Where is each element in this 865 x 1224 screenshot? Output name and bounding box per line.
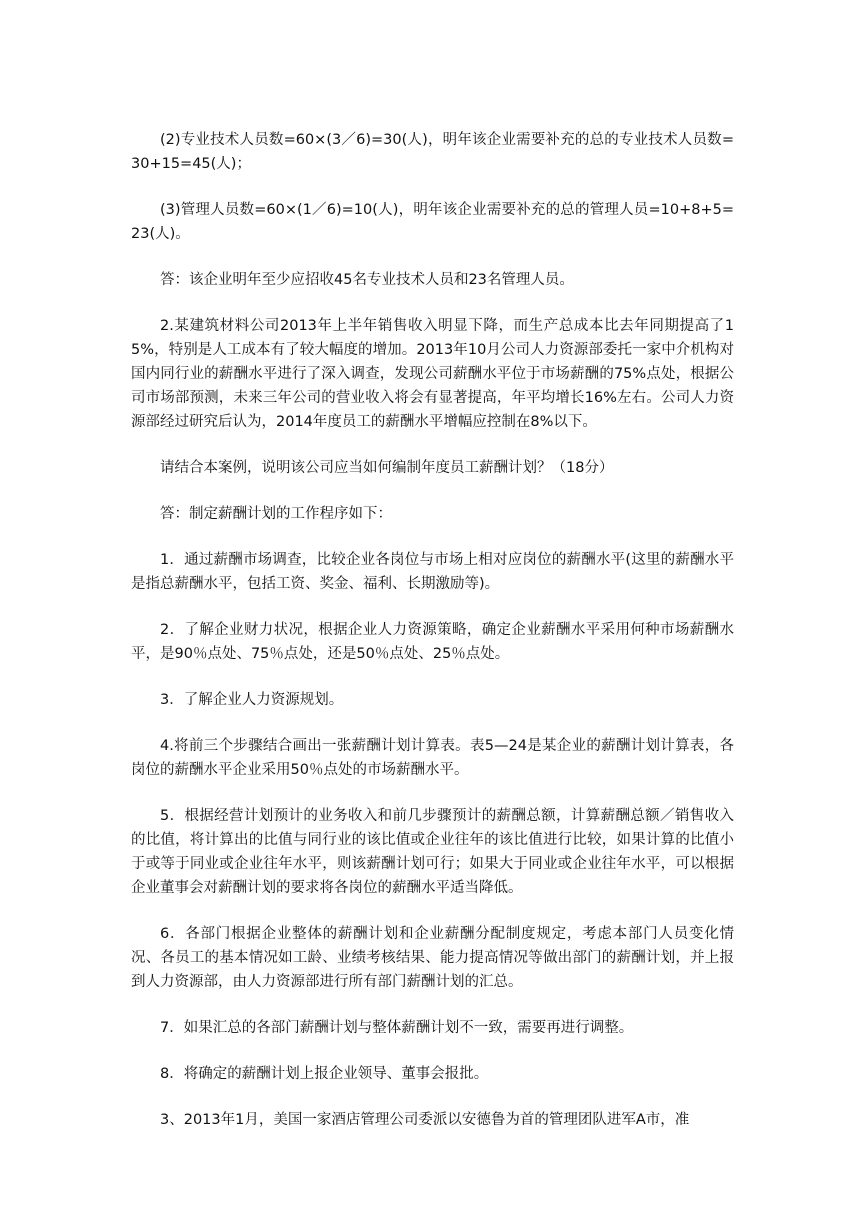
paragraph-answer-recruitment: 答：该企业明年至少应招收45名专业技术人员和23名管理人员。: [160, 272, 574, 288]
paragraph-step-3: 3．了解企业人力资源规划。: [160, 692, 344, 708]
paragraph-step-8: 8．将确定的薪酬计划上报企业领导、董事会报批。: [160, 1066, 489, 1082]
paragraph-answer-intro: 答：制定薪酬计划的工作程序如下：: [160, 506, 392, 522]
paragraph-step-4: 4.将前三个步骤结合画出一张薪酬计划计算表。表5—24是某企业的薪酬计划计算表，各岗位的薪酬水平企业采用50％点处的市场薪酬水平。: [131, 738, 734, 778]
paragraph-case-3-start: 3、2013年1月，美国一家酒店管理公司委派以安德鲁为首的管理团队进军A市，准: [160, 1112, 690, 1128]
paragraph-step-2: 2．了解企业财力状况，根据企业人力资源策略，确定企业薪酬水平采用何种市场薪酬水平，是90％点处、75％点处，还是50％点处、25％点处。: [131, 622, 734, 662]
paragraph-step-5: 5．根据经营计划预计的业务收入和前几步骤预计的薪酬总额，计算薪酬总额／销售收入的比值，将计算出的比值与同行业的该比值或企业往年的该比值进行比较，如果计算的比值小于或等于同业或企业往年水平，则该薪酬计划可行；如果大于同业或企业往年水平，可以根据企业董事会对薪酬计划的要求将各岗位的薪酬水平适当降低。: [131, 808, 734, 896]
paragraph-professional-staff-count: (2)专业技术人员数=60×(3／6)=30(人)，明年该企业需要补充的总的专业技术人员数=30+15=45(人)；: [131, 132, 734, 172]
paragraph-management-staff-count: (3)管理人员数=60×(1／6)=10(人)，明年该企业需要补充的总的管理人员=10+8+5=23(人)。: [131, 202, 734, 242]
paragraph-step-6: 6．各部门根据企业整体的薪酬计划和企业薪酬分配制度规定，考虑本部门人员变化情况、各员工的基本情况如工龄、业绩考核结果、能力提高情况等做出部门的薪酬计划，并上报到人力资源部，由人力资源部进行所有部门薪酬计划的汇总。: [131, 926, 734, 990]
paragraph-step-7: 7．如果汇总的各部门薪酬计划与整体薪酬计划不一致，需要再进行调整。: [160, 1020, 634, 1036]
paragraph-case-2-question: 请结合本案例，说明该公司应当如何编制年度员工薪酬计划？（18分）: [160, 460, 614, 476]
paragraph-case-2-description: 2.某建筑材料公司2013年上半年销售收入明显下降，而生产总成本比去年同期提高了15%，特别是人工成本有了较大幅度的增加。2013年10月公司人力资源部委托一家中介机构对国内同行业的薪酬水平进行了深入调查，发现公司薪酬水平位于市场薪酬的75%点处，根据公司市场部预测，未来三年公司的营业收入将会有显著提高，年平均增长16%左右。公司人力资源部经过研究后认为，2014年度员工的薪酬水平增幅应控制在8%以下。: [131, 318, 734, 430]
paragraph-step-1: 1．通过薪酬市场调查，比较企业各岗位与市场上相对应岗位的薪酬水平(这里的薪酬水平是指总薪酬水平，包括工资、奖金、福利、长期激励等)。: [131, 552, 734, 592]
